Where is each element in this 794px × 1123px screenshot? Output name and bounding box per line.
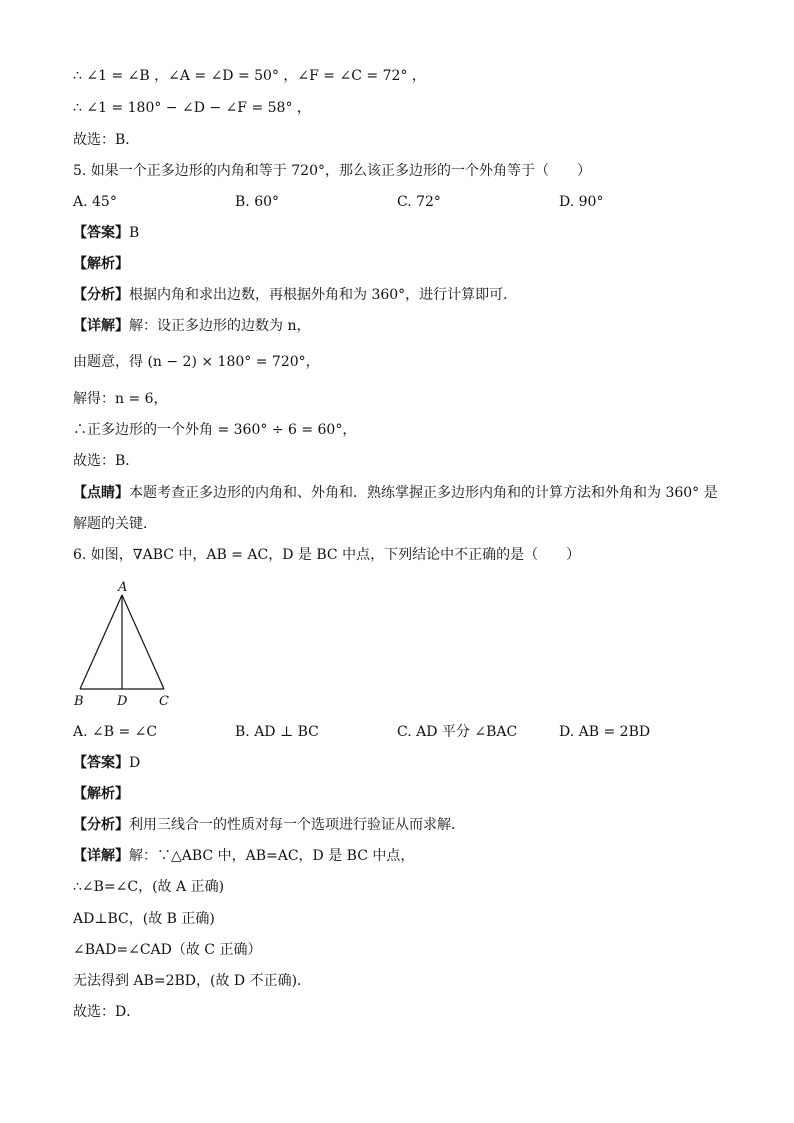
point-label-d: D: [117, 694, 128, 709]
q6-option-c: C. AD 平分 ∠BAC: [397, 724, 518, 740]
side-ac: [122, 595, 164, 689]
solution-line: ∴∠B=∠C，(故 A 正确): [73, 879, 225, 895]
q6-xiangjie: [73, 846, 414, 866]
q5-dianjing: [73, 483, 718, 503]
triangle-diagram: [70, 578, 180, 710]
q5-option-b: B. 60°: [235, 194, 280, 210]
answer-tag: 【答案】: [73, 755, 129, 771]
vertex-label-c: C: [159, 694, 169, 709]
answer-tag: 【答案】: [73, 225, 129, 241]
solution-line: 由题意，得 (n − 2) × 180° = 720°，: [73, 354, 320, 370]
q5-option-d: D. 90°: [559, 194, 604, 210]
solution-line: 解得：n = 6，: [73, 391, 168, 407]
vertex-label-a: A: [118, 580, 128, 595]
xiangjie-text: 解：∵△ABC 中，AB=AC，D 是 BC 中点，: [129, 848, 415, 864]
q6-fenxi: [73, 815, 465, 835]
triangle-figure: [70, 578, 180, 710]
fenxi-text: 根据内角和求出边数，再根据外角和为 360°，进行计算即可．: [129, 287, 518, 303]
question-5-stem: 5. 如果一个正多边形的内角和等于 720°，那么该正多边形的一个外角等于（ ）: [73, 163, 591, 179]
fenxi-text: 利用三线合一的性质对每一个选项进行验证从而求解．: [129, 817, 465, 833]
q6-option-d: D. AB = 2BD: [559, 724, 651, 740]
solution-line: 无法得到 AB=2BD，(故 D 不正确)．: [73, 973, 312, 989]
fenxi-tag: 【分析】: [73, 287, 129, 303]
solution-line: ∠BAD=∠CAD（故 C 正确）: [73, 942, 262, 958]
solution-line: 故选：B．: [73, 453, 140, 469]
q5-xiangjie: [73, 316, 310, 336]
solution-line: 故选：B．: [73, 132, 140, 148]
xiangjie-text: 解：设正多边形的边数为 n，: [129, 318, 311, 334]
solution-line: ∴正多边形的一个外角 = 360° ÷ 6 = 60°，: [73, 422, 357, 438]
side-ab: [80, 595, 122, 689]
solution-line: 故选：D．: [73, 1004, 141, 1020]
question-6-stem: 6. 如图，∇ABC 中，AB = AC，D 是 BC 中点，下列结论中不正确的是（ ）: [73, 547, 581, 563]
dianjing-tag: 【点睛】: [73, 485, 129, 501]
q5-answer: [73, 223, 139, 243]
q6-answer: [73, 753, 140, 773]
answer-value: B: [129, 225, 140, 241]
q6-option-b: B. AD ⊥ BC: [235, 724, 319, 740]
q5-option-c: C. 72°: [397, 194, 441, 210]
solution-line: 解题的关键．: [73, 516, 157, 532]
q6-option-a: A. ∠B = ∠C: [73, 724, 158, 740]
solution-line: ∴ ∠1 = ∠B ，∠A = ∠D = 50° ，∠F = ∠C = 72° ，: [73, 68, 426, 84]
q5-fenxi: [73, 285, 517, 305]
vertex-label-b: B: [74, 694, 84, 709]
xiangjie-tag: 【详解】: [73, 318, 129, 334]
q5-analysis-heading: 【解析】: [73, 256, 129, 272]
q5-option-a: A. 45°: [73, 194, 117, 210]
q6-analysis-heading: 【解析】: [73, 786, 129, 802]
xiangjie-tag: 【详解】: [73, 848, 129, 864]
fenxi-tag: 【分析】: [73, 817, 129, 833]
solution-line: AD⊥BC，(故 B 正确): [73, 911, 215, 927]
dianjing-text: 本题考查正多边形的内角和、外角和．熟练掌握正多边形内角和的计算方法和外角和为 360° 是: [129, 485, 718, 501]
answer-value: D: [129, 755, 141, 771]
solution-line: ∴ ∠1 = 180° − ∠D − ∠F = 58° ，: [73, 100, 311, 116]
